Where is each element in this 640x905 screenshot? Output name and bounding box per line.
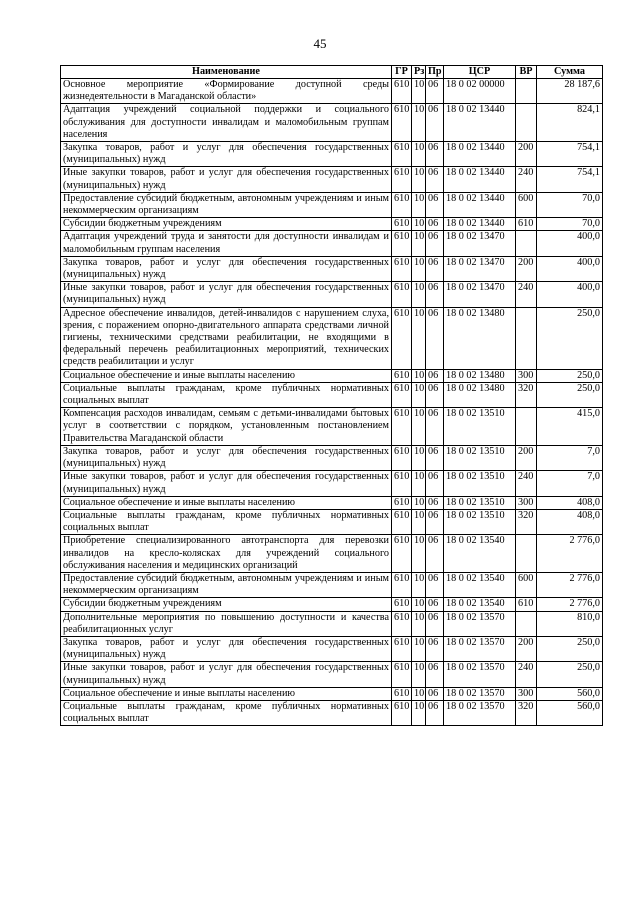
cell-csr: 18 0 02 13540: [444, 598, 516, 611]
cell-pr: 06: [426, 192, 444, 217]
cell-vr: 300: [516, 496, 537, 509]
cell-gr: 610: [392, 231, 412, 256]
cell-sum: 250,0: [537, 369, 603, 382]
header-name: Наименование: [61, 66, 392, 79]
header-rz: Рз: [412, 66, 426, 79]
cell-sum: 2 776,0: [537, 535, 603, 573]
cell-name: Адаптация учреждений социальной поддержки и социального обслуживания для доступности инвалидам и маломобильным группам населения: [61, 104, 392, 142]
cell-vr: 610: [516, 598, 537, 611]
table-row: [61, 687, 603, 700]
cell-sum: 400,0: [537, 282, 603, 307]
cell-vr: [516, 231, 537, 256]
cell-gr: 610: [392, 408, 412, 446]
cell-gr: 610: [392, 611, 412, 636]
cell-rz: 10: [412, 369, 426, 382]
page-number: 45: [313, 36, 327, 51]
cell-gr: 610: [392, 598, 412, 611]
cell-vr: [516, 79, 537, 104]
cell-gr: 610: [392, 282, 412, 307]
table-row: [61, 256, 603, 281]
cell-pr: 06: [426, 79, 444, 104]
cell-pr: 06: [426, 509, 444, 534]
cell-gr: 610: [392, 256, 412, 281]
cell-rz: 10: [412, 167, 426, 192]
cell-gr: 610: [392, 445, 412, 470]
cell-csr: 18 0 02 13510: [444, 509, 516, 534]
cell-gr: 610: [392, 142, 412, 167]
table-row: [61, 382, 603, 407]
cell-gr: 610: [392, 662, 412, 687]
cell-gr: 610: [392, 382, 412, 407]
budget-table: [60, 65, 603, 726]
cell-rz: 10: [412, 636, 426, 661]
cell-sum: 250,0: [537, 307, 603, 369]
cell-gr: 610: [392, 535, 412, 573]
table-row: [61, 662, 603, 687]
cell-csr: 18 0 02 13540: [444, 572, 516, 597]
table-header-row: [61, 66, 603, 79]
cell-gr: 610: [392, 572, 412, 597]
cell-rz: 10: [412, 282, 426, 307]
cell-pr: 06: [426, 167, 444, 192]
cell-sum: 2 776,0: [537, 598, 603, 611]
cell-name: Иные закупки товаров, работ и услуг для обеспечения государственных (муниципальных) нужд: [61, 662, 392, 687]
cell-sum: 824,1: [537, 104, 603, 142]
cell-vr: 300: [516, 687, 537, 700]
cell-vr: 200: [516, 256, 537, 281]
header-gr: ГР: [392, 66, 412, 79]
cell-csr: 18 0 02 13510: [444, 408, 516, 446]
cell-name: Иные закупки товаров, работ и услуг для обеспечения государственных (муниципальных) нужд: [61, 471, 392, 496]
cell-pr: 06: [426, 598, 444, 611]
cell-vr: 200: [516, 636, 537, 661]
cell-sum: 754,1: [537, 142, 603, 167]
cell-pr: 06: [426, 496, 444, 509]
cell-pr: 06: [426, 142, 444, 167]
cell-rz: 10: [412, 79, 426, 104]
cell-name: Основное мероприятие «Формирование доступной среды жизнедеятельности в Магаданской области»: [61, 79, 392, 104]
table-row: [61, 408, 603, 446]
cell-pr: 06: [426, 687, 444, 700]
cell-pr: 06: [426, 662, 444, 687]
cell-sum: 754,1: [537, 167, 603, 192]
cell-sum: 560,0: [537, 687, 603, 700]
cell-sum: 28 187,6: [537, 79, 603, 104]
table-row: [61, 282, 603, 307]
cell-sum: 7,0: [537, 445, 603, 470]
header-csr: ЦСР: [444, 66, 516, 79]
cell-gr: 610: [392, 307, 412, 369]
table-row: [61, 611, 603, 636]
cell-name: Дополнительные мероприятия по повышению доступности и качества реабилитационных услуг: [61, 611, 392, 636]
cell-name: Иные закупки товаров, работ и услуг для обеспечения государственных (муниципальных) нужд: [61, 282, 392, 307]
table-body: [61, 79, 603, 726]
cell-sum: 250,0: [537, 382, 603, 407]
table-row: [61, 471, 603, 496]
table-row: [61, 231, 603, 256]
table-row: [61, 104, 603, 142]
cell-csr: 18 0 02 13570: [444, 662, 516, 687]
table-row: [61, 636, 603, 661]
table-row: [61, 535, 603, 573]
cell-csr: 18 0 02 13570: [444, 687, 516, 700]
cell-rz: 10: [412, 509, 426, 534]
cell-vr: 200: [516, 142, 537, 167]
cell-sum: 7,0: [537, 471, 603, 496]
cell-rz: 10: [412, 662, 426, 687]
cell-csr: 18 0 02 13480: [444, 307, 516, 369]
cell-gr: 610: [392, 167, 412, 192]
cell-sum: 250,0: [537, 636, 603, 661]
cell-name: Закупка товаров, работ и услуг для обеспечения государственных (муниципальных) нужд: [61, 636, 392, 661]
cell-rz: 10: [412, 611, 426, 636]
cell-csr: 18 0 02 13480: [444, 369, 516, 382]
cell-rz: 10: [412, 408, 426, 446]
cell-pr: 06: [426, 369, 444, 382]
cell-gr: 610: [392, 218, 412, 231]
cell-rz: 10: [412, 700, 426, 725]
cell-vr: [516, 307, 537, 369]
cell-vr: 610: [516, 218, 537, 231]
table-row: [61, 79, 603, 104]
cell-name: Закупка товаров, работ и услуг для обеспечения государственных (муниципальных) нужд: [61, 445, 392, 470]
cell-rz: 10: [412, 471, 426, 496]
cell-sum: 400,0: [537, 231, 603, 256]
cell-sum: 400,0: [537, 256, 603, 281]
cell-pr: 06: [426, 282, 444, 307]
cell-csr: 18 0 02 13510: [444, 496, 516, 509]
cell-rz: 10: [412, 535, 426, 573]
cell-pr: 06: [426, 231, 444, 256]
table-row: [61, 700, 603, 725]
cell-name: Адресное обеспечение инвалидов, детей-инвалидов с нарушением слуха, зрения, с поражением опорно-двигательного аппарата средствами личной гигиены, техническими средствами реабилитации, не входящими в федеральный перечень реабилитационных мероприятий, технических средств реабилитации и услуг: [61, 307, 392, 369]
cell-csr: 18 0 02 13570: [444, 636, 516, 661]
cell-rz: 10: [412, 142, 426, 167]
cell-csr: 18 0 02 13470: [444, 282, 516, 307]
cell-vr: 320: [516, 700, 537, 725]
cell-csr: 18 0 02 13440: [444, 167, 516, 192]
cell-name: Социальные выплаты гражданам, кроме публичных нормативных социальных выплат: [61, 509, 392, 534]
cell-sum: 810,0: [537, 611, 603, 636]
cell-vr: 240: [516, 471, 537, 496]
cell-name: Субсидии бюджетным учреждениям: [61, 598, 392, 611]
cell-gr: 610: [392, 636, 412, 661]
cell-gr: 610: [392, 471, 412, 496]
cell-sum: 250,0: [537, 662, 603, 687]
cell-name: Иные закупки товаров, работ и услуг для обеспечения государственных (муниципальных) нужд: [61, 167, 392, 192]
cell-gr: 610: [392, 509, 412, 534]
table-row: [61, 192, 603, 217]
cell-vr: 200: [516, 445, 537, 470]
cell-pr: 06: [426, 611, 444, 636]
cell-pr: 06: [426, 636, 444, 661]
cell-gr: 610: [392, 369, 412, 382]
cell-name: Социальное обеспечение и иные выплаты населению: [61, 687, 392, 700]
cell-csr: 18 0 02 13440: [444, 142, 516, 167]
cell-csr: 18 0 02 13440: [444, 218, 516, 231]
table-row: [61, 598, 603, 611]
cell-vr: [516, 611, 537, 636]
cell-pr: 06: [426, 307, 444, 369]
table-row: [61, 509, 603, 534]
cell-csr: 18 0 02 13570: [444, 700, 516, 725]
cell-csr: 18 0 02 13480: [444, 382, 516, 407]
cell-sum: 560,0: [537, 700, 603, 725]
cell-sum: 408,0: [537, 496, 603, 509]
cell-rz: 10: [412, 572, 426, 597]
cell-rz: 10: [412, 192, 426, 217]
cell-name: Компенсация расходов инвалидам, семьям с детьми-инвалидами бытовых услуг в соответствии с порядком, установленным постановлением Правительства Магаданской области: [61, 408, 392, 446]
cell-csr: 18 0 02 13470: [444, 256, 516, 281]
cell-pr: 06: [426, 471, 444, 496]
table-row: [61, 167, 603, 192]
cell-sum: 2 776,0: [537, 572, 603, 597]
cell-csr: 18 0 02 13540: [444, 535, 516, 573]
cell-sum: 408,0: [537, 509, 603, 534]
table-row: [61, 496, 603, 509]
cell-pr: 06: [426, 382, 444, 407]
cell-pr: 06: [426, 256, 444, 281]
cell-csr: 18 0 02 00000: [444, 79, 516, 104]
cell-name: Субсидии бюджетным учреждениям: [61, 218, 392, 231]
cell-pr: 06: [426, 408, 444, 446]
cell-pr: 06: [426, 572, 444, 597]
cell-pr: 06: [426, 104, 444, 142]
cell-gr: 610: [392, 496, 412, 509]
header-sum: Сумма: [537, 66, 603, 79]
cell-vr: 600: [516, 572, 537, 597]
cell-pr: 06: [426, 535, 444, 573]
table-row: [61, 369, 603, 382]
cell-sum: 70,0: [537, 218, 603, 231]
cell-name: Предоставление субсидий бюджетным, автономным учреждениям и иным некоммерческим организациям: [61, 572, 392, 597]
cell-vr: 320: [516, 509, 537, 534]
cell-gr: 610: [392, 104, 412, 142]
cell-rz: 10: [412, 256, 426, 281]
table-row: [61, 572, 603, 597]
cell-vr: [516, 104, 537, 142]
cell-pr: 06: [426, 445, 444, 470]
cell-vr: 320: [516, 382, 537, 407]
cell-name: Закупка товаров, работ и услуг для обеспечения государственных (муниципальных) нужд: [61, 142, 392, 167]
cell-csr: 18 0 02 13440: [444, 192, 516, 217]
table-row: [61, 445, 603, 470]
cell-name: Предоставление субсидий бюджетным, автономным учреждениям и иным некоммерческим организациям: [61, 192, 392, 217]
cell-pr: 06: [426, 700, 444, 725]
cell-name: Социальное обеспечение и иные выплаты населению: [61, 496, 392, 509]
header-vr: ВР: [516, 66, 537, 79]
cell-rz: 10: [412, 598, 426, 611]
table-row: [61, 142, 603, 167]
cell-rz: 10: [412, 382, 426, 407]
cell-gr: 610: [392, 700, 412, 725]
cell-csr: 18 0 02 13440: [444, 104, 516, 142]
cell-name: Социальные выплаты гражданам, кроме публичных нормативных социальных выплат: [61, 700, 392, 725]
cell-csr: 18 0 02 13510: [444, 445, 516, 470]
cell-pr: 06: [426, 218, 444, 231]
cell-gr: 610: [392, 79, 412, 104]
cell-vr: 240: [516, 282, 537, 307]
cell-rz: 10: [412, 104, 426, 142]
cell-rz: 10: [412, 307, 426, 369]
cell-vr: 300: [516, 369, 537, 382]
cell-rz: 10: [412, 496, 426, 509]
cell-gr: 610: [392, 687, 412, 700]
cell-rz: 10: [412, 218, 426, 231]
cell-name: Социальные выплаты гражданам, кроме публичных нормативных социальных выплат: [61, 382, 392, 407]
table-row: [61, 218, 603, 231]
cell-rz: 10: [412, 445, 426, 470]
cell-vr: 240: [516, 167, 537, 192]
cell-rz: 10: [412, 687, 426, 700]
cell-vr: 240: [516, 662, 537, 687]
header-pr: Пр: [426, 66, 444, 79]
cell-csr: 18 0 02 13570: [444, 611, 516, 636]
cell-gr: 610: [392, 192, 412, 217]
cell-rz: 10: [412, 231, 426, 256]
cell-vr: [516, 535, 537, 573]
cell-csr: 18 0 02 13510: [444, 471, 516, 496]
cell-csr: 18 0 02 13470: [444, 231, 516, 256]
cell-name: Социальное обеспечение и иные выплаты населению: [61, 369, 392, 382]
cell-name: Закупка товаров, работ и услуг для обеспечения государственных (муниципальных) нужд: [61, 256, 392, 281]
cell-vr: [516, 408, 537, 446]
cell-name: Адаптация учреждений труда и занятости для доступности инвалидам и маломобильным группам населения: [61, 231, 392, 256]
cell-name: Приобретение специализированного автотранспорта для перевозки инвалидов на кресло-колясках для учреждений социального обслуживания населения и медицинских организаций: [61, 535, 392, 573]
cell-sum: 415,0: [537, 408, 603, 446]
cell-vr: 600: [516, 192, 537, 217]
table-row: [61, 307, 603, 369]
cell-sum: 70,0: [537, 192, 603, 217]
